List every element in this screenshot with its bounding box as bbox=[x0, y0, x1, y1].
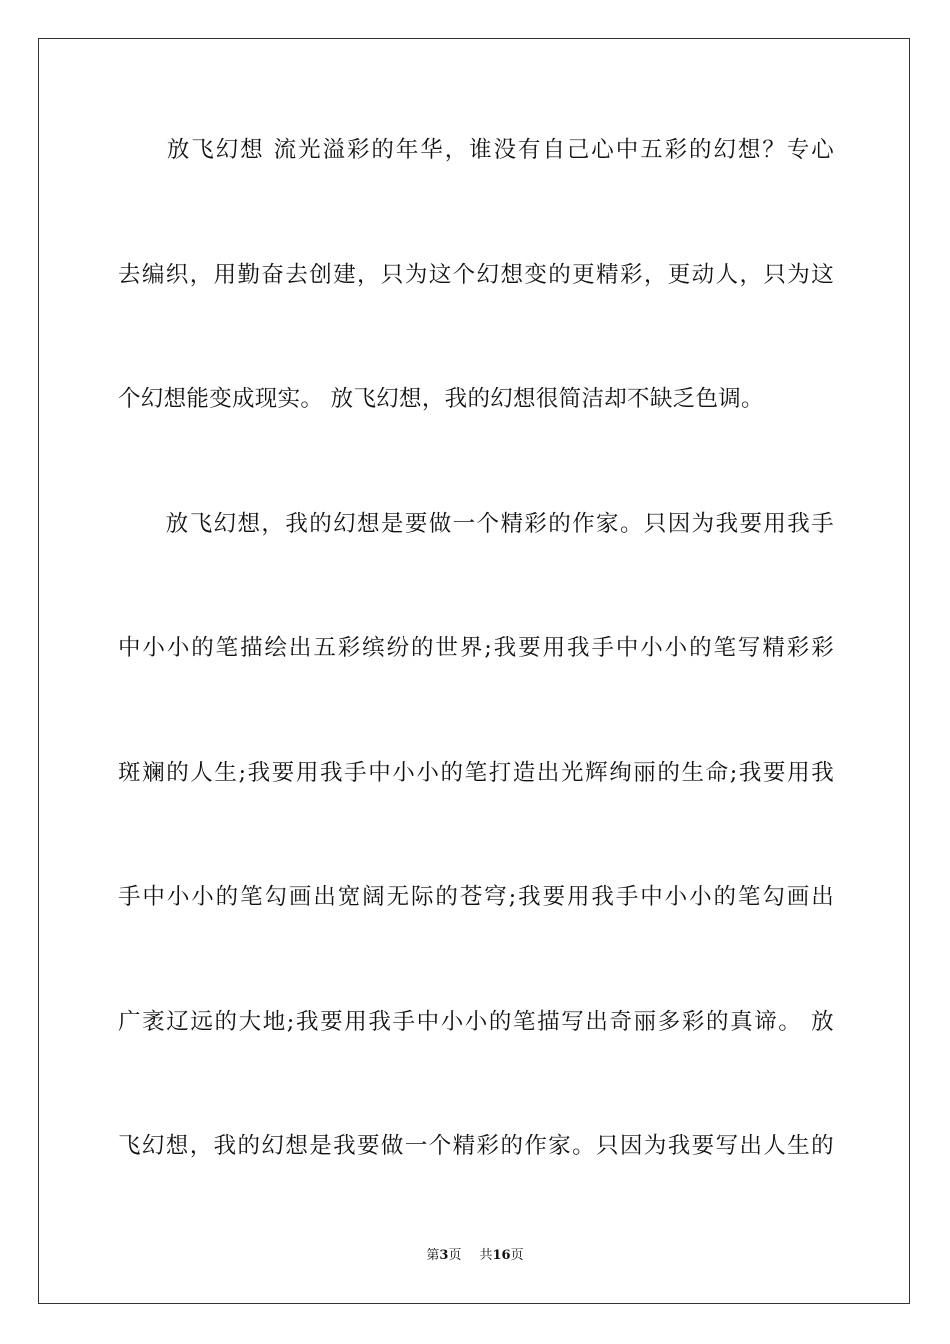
paragraph-line: 斑斓的人生;我要用我手中小小的笔打造出光辉绚丽的生命;我要用我 bbox=[118, 760, 834, 786]
page-border bbox=[38, 38, 910, 1304]
paragraph-line: 去编织，用勤奋去创建，只为这个幻想变的更精彩，更动人，只为这 bbox=[118, 262, 834, 288]
paragraph-line: 中小小的笔描绘出五彩缤纷的世界;我要用我手中小小的笔写精彩彩 bbox=[118, 635, 834, 661]
total-prefix: 共 bbox=[479, 1248, 493, 1263]
paragraph-line: 放飞幻想 流光溢彩的年华，谁没有自己心中五彩的幻想？专心 bbox=[118, 137, 834, 163]
paragraph-line: 个幻想能变成现实。 放飞幻想，我的幻想很简洁却不缺乏色调。 bbox=[118, 386, 764, 412]
paragraph-line: 飞幻想，我的幻想是我要做一个精彩的作家。只因为我要写出人生的 bbox=[118, 1133, 834, 1159]
paragraph-line: 广袤辽远的大地;我要用我手中小小的笔描写出奇丽多彩的真谛。 放 bbox=[118, 1009, 834, 1035]
page-suffix: 页 bbox=[448, 1248, 462, 1263]
paragraph-line: 手中小小的笔勾画出宽阔无际的苍穹;我要用我手中小小的笔勾画出 bbox=[118, 884, 834, 910]
paragraph-line: 放飞幻想，我的幻想是要做一个精彩的作家。只因为我要用我手 bbox=[118, 511, 834, 537]
page-footer bbox=[0, 1246, 950, 1266]
total-suffix: 页 bbox=[510, 1248, 524, 1263]
page-total: 16 bbox=[492, 1248, 511, 1263]
page-current: 3 bbox=[439, 1248, 449, 1263]
page-prefix: 第 bbox=[426, 1248, 440, 1263]
